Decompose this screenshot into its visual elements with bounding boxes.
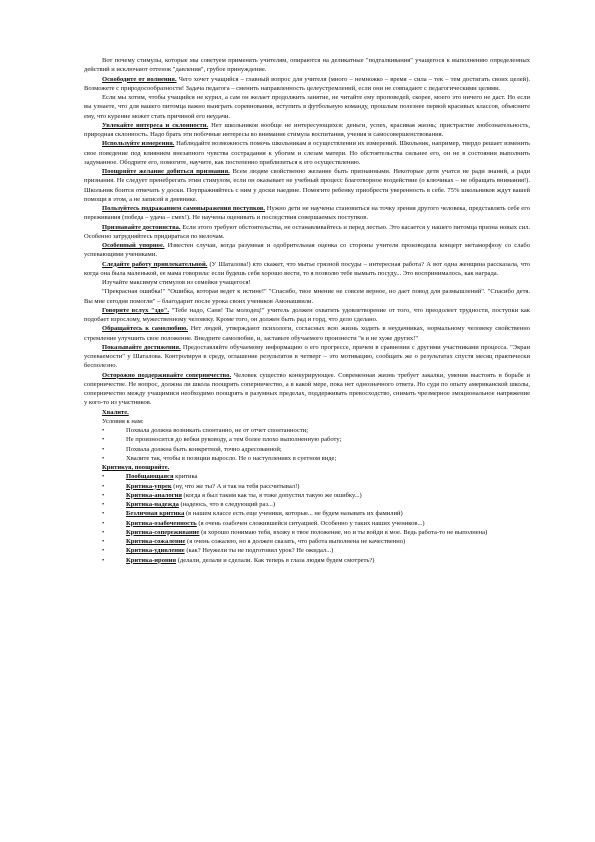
paragraph-lead: Увлекайте интереса и склонности. xyxy=(102,121,209,129)
paragraph-relieve-anxiety xyxy=(84,75,530,94)
list-item-lead: Критика-озабоченность xyxy=(126,519,197,527)
bullet-icon: • xyxy=(102,510,105,518)
list-item xyxy=(84,528,530,537)
paragraph-text: Всем людям свойственно желание быть признанными. Некоторые дети учатся не ради знаний, а ради признания. Не следует пренебрегать этим стимулом, если он оказывает не учебный процесс благотворное воздействие (о ключиках – не обращать внимания!). Школьник боится отвечать у доски. Поупражняйтесь с ним у доски наедине. Помогите ребенку приобрести уверенность в себе. 75% школьников ждут вашей помощи в этом, а не записей в дневнике. xyxy=(84,168,530,203)
list-item-lead: Критика-удивление xyxy=(126,547,185,555)
list-item xyxy=(84,454,530,463)
paragraph-achievements xyxy=(84,343,530,371)
paragraph-text: Человек существо конкурирующее. Современная жизнь требует закалки, умения выстоять в борьбе и соперничестве. Не вопрос, должна ли школа поощрять соперничество, а в какой мере, пока нет однозначного ответа. Но судя по опыту американской школы, соперничество между учащимися необходимо поощрять в разумных пределах, поддерживать превосходство, снимать чрезмерное эмоциональное напряжение у кого-то из участников. xyxy=(84,371,531,407)
list-item-lead: Критика-упрек xyxy=(126,482,172,490)
paragraph-text: (У Шаталова!) кто скажет, что мытье грязной посуды – интересная работа? А вот одна женщина рассказала, что когда она была маленькой, ее мама говорила: если будешь себя хорошо вести, то я позволю тебе вымыть посуду... Это воспринималось, как награда. xyxy=(84,260,530,277)
list-item-text: (я хорошо понимаю тебя, вхожу в твое положение, но и ты войди в мое. Ведь работа-то не выполнена) xyxy=(199,528,488,536)
praise-heading: Хвалите. xyxy=(102,408,129,416)
list-item-text: критика xyxy=(173,473,198,481)
paragraph-lead: Показывайте достижения. xyxy=(102,343,181,351)
bullet-icon: • xyxy=(102,454,105,462)
paragraph-interests xyxy=(84,121,530,140)
bullet-icon: • xyxy=(102,528,105,536)
list-item-text: (я очень озабочен сложившейся ситуацией. Особенно у таких наших учеников...) xyxy=(196,519,425,527)
list-item xyxy=(84,556,530,565)
paragraph-text: Нет школьников вообще не интересующихся: деньги, успех, красивая жизнь; пристрастие любознательность, природная склонность. Надо брать эти побочные интересы во внимание стимула воспитания, учения и самосовершенствования. xyxy=(84,121,530,138)
paragraph-say-yes xyxy=(84,306,530,325)
paragraph-imitation xyxy=(84,204,530,223)
list-item-text: (делали, делали и сделали. Как теперь в глаза людям будем смотреть?) xyxy=(176,556,375,564)
paragraph-lead: Особенный упорное. xyxy=(102,242,165,249)
paragraph-attractive-work xyxy=(84,260,530,279)
paragraph-lead: Признавайте достоинства. xyxy=(102,223,181,231)
paragraph-virtues xyxy=(84,223,530,242)
list-item-text: (я очень сожалею, но я должен сказать, что работа выполнена не качественно) xyxy=(185,538,406,545)
paragraph-measurements xyxy=(84,139,530,167)
criticism-list xyxy=(84,472,530,565)
bullet-icon: • xyxy=(102,473,105,481)
paragraph-lead: Говорите вслух "здо". xyxy=(102,306,170,314)
list-item-text: (в нашем классе есть еще ученики, которые... не будем называть их фамилий) xyxy=(184,510,403,518)
list-item-lead: Пообщающаяся xyxy=(126,473,174,481)
paragraph-persistence xyxy=(84,241,530,260)
paragraph-text: Известен случаи, когда разумная и одобрительная оценка со стороны учителя производила концерт метаморфозу со слабо успевающими учениками. xyxy=(84,242,530,259)
list-item-text: (ну, что же ты? А я так на тебя рассчитывал!) xyxy=(171,482,300,490)
list-item xyxy=(84,546,530,555)
list-item xyxy=(84,482,530,491)
bullet-icon: • xyxy=(102,436,105,444)
bullet-icon: • xyxy=(102,519,105,527)
paragraph-text: Если этого требуют обстоятельства, не останавливайтесь и перед лестью. Это касается у нашего питомца призна новых сил. Особенно затрудняйтесь придираться по мелочам. xyxy=(84,223,530,240)
paragraph-text: Предоставляйте обучаемому информацию о его прогрессе, причем в сравнении с другими участниками процесса. "Экран успеваемости" у Шаталова. Контролируя в среду, оглашение результатов в четверг – это мотивацию, сообщать же о результатах спустя месяц практически бесполезно. xyxy=(84,343,530,370)
criticism-heading: Критикуя, поощряйте. xyxy=(102,464,170,471)
paragraph-lead: Следайте работу привлекательной. xyxy=(102,260,208,268)
list-item-text: (надеюсь, что в следующий раз...) xyxy=(178,501,276,508)
list-item xyxy=(84,426,530,435)
list-item-text: (как? Неужели ты не подготовил урок? Не ожидал...) xyxy=(184,547,334,555)
paragraph-smoking-example: Если мы хотим, чтобы учащийся не курил, а сам он желает продолжить занятие, не читайте ему проповедей, скорее, моего это ничего не даст. Но если вы узнаете, что для вашего питомца важно выиграть соревнования, вступить в футбольную команду, прошлым полезнее первой красивых классов, объясните ему, что курение может стать причиной его неудачи. xyxy=(84,94,530,120)
paragraph-lead: Освободите от волнения. xyxy=(102,75,177,83)
list-item-text: Похвала должна быть конкретной, точно адресованной; xyxy=(126,445,282,453)
list-item xyxy=(84,445,530,454)
paragraph-lead: Поощряйте желание добиться признания. xyxy=(102,168,230,175)
list-item xyxy=(84,537,530,546)
paragraph-text: Нет людей, утверждают психологи, согласных всю жизнь ходить в неудачниках, нормальному человеку свойственно стремление улучшить свое положение. Внедрите самолюбие, и, заставьте обучаемого произнести "я и не хуже других!" xyxy=(84,325,530,342)
paragraph-text: Нужно дети не научены становиться на точку зрения другого человека, представлять себе его переживания (победа – удача – смех!). Не научены оценивать и последствия совершаемых поступков. xyxy=(84,205,530,222)
paragraph-recognition xyxy=(84,167,530,204)
list-item xyxy=(84,472,530,481)
paragraph-quotes: "Прекрасная ошибка!" "Ошибка, которая ведет к истине!" "Спасибо, твое мнение не совсем верное, но дает повод для размышлений". "Спасибо детя. Вы мне сегодня помогли" – благодарит после урока своих учеников Амонашвили. xyxy=(84,288,530,305)
paragraph-self-esteem xyxy=(84,324,530,343)
list-item-lead: Критика-надежда xyxy=(126,501,179,508)
paragraph-lead: Пользуйтесь подражанием самовыражения поступков. xyxy=(102,205,265,212)
bullet-icon: • xyxy=(102,556,105,564)
paragraph-text: Чего хочет учащийся – главный вопрос для учителя (много – немножко – время – сила – тек – тем достигать своих целей). Возможете с природосообразности! Задача педагога – сменить направленность целеустремлений, если они не совпадают с педагогическими целями. xyxy=(84,75,531,92)
conditions-heading: Условия к нам: xyxy=(102,417,144,425)
list-item-lead: Критика-ирония xyxy=(126,556,177,564)
list-item-lead: Критика-сожаление xyxy=(126,538,186,545)
list-item xyxy=(84,500,530,509)
list-item xyxy=(84,435,530,444)
list-item xyxy=(84,491,530,500)
paragraph-family-stimuli: Изучайте максимум стимулов из семейки учащегося! xyxy=(102,279,251,286)
list-item-lead: Безличная критика xyxy=(126,510,185,518)
list-item-text: Хвалите так, чтобы в позиции выросло. Не о наступлениях в суетном виде; xyxy=(126,454,337,462)
paragraph-text: Наблюдайте возможность помочь школьникам в осуществлении их измерений. Школьник, например, твердо решает изменить свое поведение под влиянием внезапного чувства сострадания к убогим и слезам матери. Но обстоятельства сильнее его, он не в состоянии выполнить задуманное. Ободрите его, помогите, научите, как постепенно приблизиться к его осуществлению. xyxy=(84,140,531,166)
list-item-text: (когда я был таким как ты, я тоже допустил такую же ошибку...) xyxy=(181,491,362,499)
list-item-text: Похвала должна возникать спонтанно, не от отчет спонтанности; xyxy=(126,427,309,434)
bullet-icon: • xyxy=(102,538,105,545)
list-item xyxy=(84,509,530,518)
bullet-icon: • xyxy=(102,482,105,490)
bullet-icon: • xyxy=(102,427,105,434)
paragraph-text: "Тебе надо, Саня! Ты молодец!" учитель должен охватить удовлетворение от того, что преодолеет трудности, поступки как подобает взрослому, мужественному человеку. Кроме того, он должен быть рад и горд, что дело сделано. xyxy=(84,306,530,323)
paragraph-lead: Используйте измерения. xyxy=(102,140,175,148)
list-item xyxy=(84,519,530,528)
conditions-list xyxy=(84,426,530,463)
list-item-text: Не произносится до вебки руководу, а тем более плохо выполненную работу; xyxy=(126,436,342,444)
document-page xyxy=(84,56,530,565)
list-item-lead: Критика-аналогия xyxy=(126,491,182,499)
paragraph-lead: Обращайтесь к самолюбию. xyxy=(102,325,188,333)
paragraph-intro: Вот почему стимулы, которые мы советуем применять учителям, опираются на деликатные "подталкивания" учащегося к выполнению определенных действий и исключают оттенок "давления", грубое принуждение. xyxy=(84,57,530,74)
bullet-icon: • xyxy=(102,501,105,508)
bullet-icon: • xyxy=(102,445,105,453)
paragraph-competition xyxy=(84,371,530,408)
bullet-icon: • xyxy=(102,491,105,499)
list-item-lead: Критика-сопереживание xyxy=(126,528,200,536)
paragraph-lead: Осторожно поддерживайте соперничество. xyxy=(102,371,232,379)
bullet-icon: • xyxy=(102,547,105,555)
